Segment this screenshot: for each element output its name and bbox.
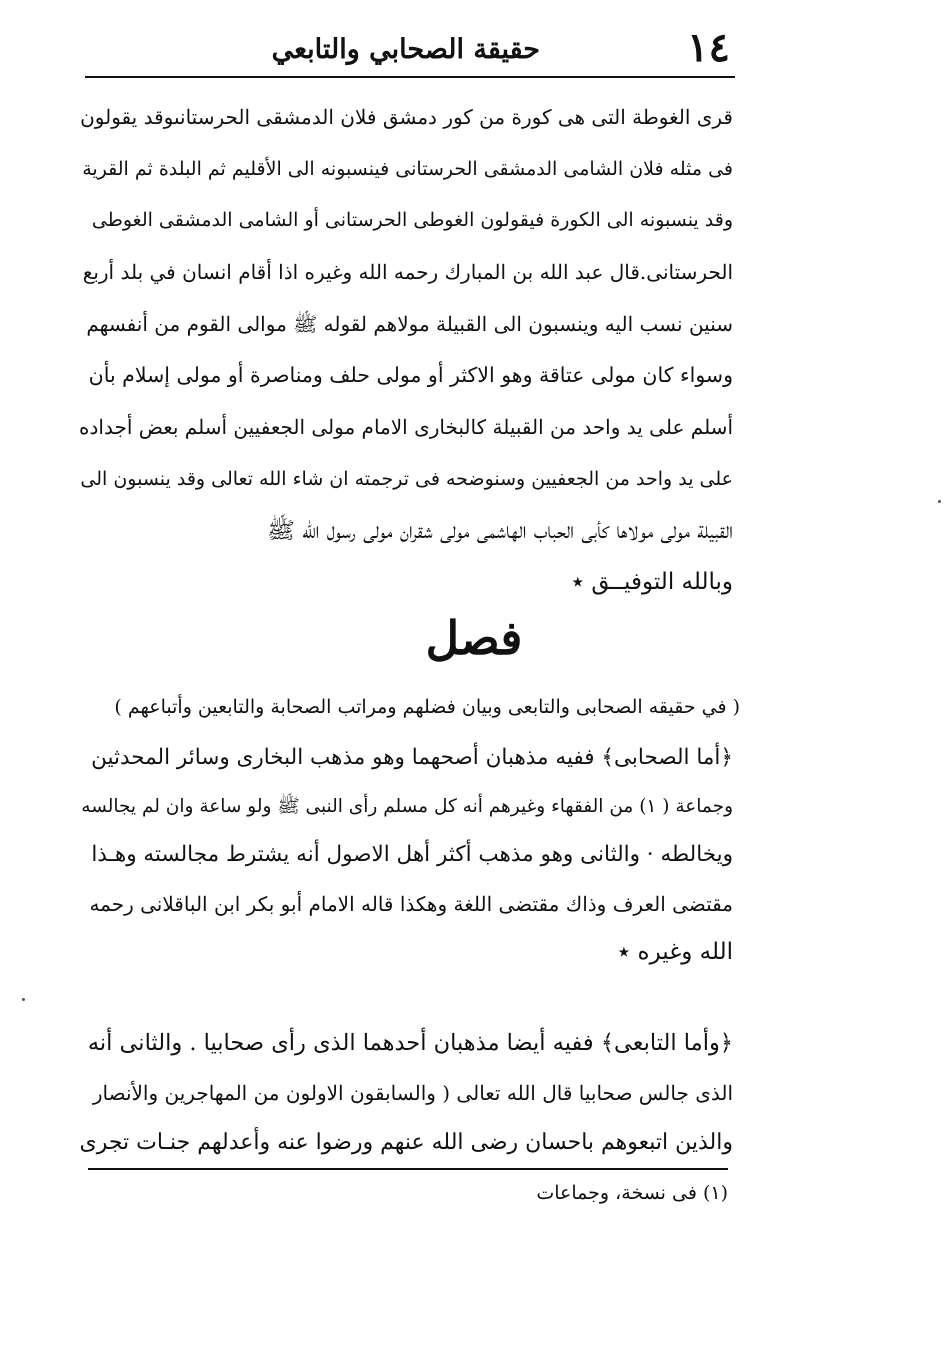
text-line: ﴿وأما التابعى﴾ ففيه أيضا مذهبان أحدهما الذى رأى صحابيا . والثانى أنه (87, 1030, 733, 1056)
header-rule (85, 76, 735, 78)
text-line: سنين نسب اليه وينسبون الى القبيلة مولاهم لقوله ﷺ موالى القوم من أنفسهم (86, 311, 733, 336)
footnote: (١) فى نسخة، وجماعات (536, 1182, 728, 1204)
text-line: وبالله التوفيــق ٭ (571, 569, 733, 596)
chapter-subtitle: ( في حقيقه الصحابى والتابعى وبيان فضلهم ومراتب الصحابة والتابعين وأتباعهم ) (114, 696, 740, 718)
text-line: أسلم على يد واحد من القبيلة كالبخارى الامام مولى الجعفيين أسلم بعض أجداده (79, 415, 733, 440)
scan-speck (22, 998, 25, 1001)
text-line: وقد ينسبونه الى الكورة فيقولون الغوطى الحرستانى أو الشامى الدمشقى الغوطى (91, 209, 733, 232)
footnote-rule (88, 1168, 728, 1170)
text-line: ﴿أما الصحابى﴾ ففيه مذهبان أصحهما وهو مذهب البخارى وسائر المحدثين (91, 745, 733, 770)
text-line: والذين اتبعوهم باحسان رضى الله عنهم ورضوا عنه وأعدلهم جنـات تجرى (79, 1130, 733, 1155)
paragraph-2 (78, 734, 733, 977)
text-line: وسواء كان مولى عتاقة وهو الاكثر أو مولى حلف ومناصرة أو مولى إسلام بأن (88, 363, 733, 388)
text-line: فى مثله فلان الشامى الدمشقى الحرستانى فينسبونه الى الأقليم ثم البلدة ثم القرية (82, 157, 733, 180)
page-header (85, 20, 730, 76)
text-line: ويخالطه · والثانى وهو مذهب أكثر أهل الاصول أنه يشترط مجالسته وهـذا (91, 842, 733, 867)
text-line: وجماعة ( ١) من الفقهاء وغيرهم أنه كل مسلم رأى النبى ﷺ ولو ساعة وان لم يجالسه (81, 795, 733, 817)
text-line: على يد واحد من الجعفيين وسنوضحه فى ترجمته ان شاء الله تعالى وقد ينسبون الى (80, 467, 733, 490)
text-line: الله وغيره ٭ (617, 939, 733, 965)
text-line: قرى الغوطة التى هى كورة من كور دمشق فلان الدمشقى الحرستانىوقد يقولون (80, 105, 733, 129)
text-line: الذى جالس صحابيا قال الله تعالى ( والسابقون الاولون من المهاجرين والأنصار (92, 1081, 733, 1105)
paragraph-3 (78, 1018, 733, 1168)
text-line: القبيلة مولى مولاها كأبى الحباب الهاشمى مولى شقران مولى رسول الله ﷺ (267, 517, 733, 544)
text-line: مقتضى العرف وذاك مقتضى اللغة وهكذا قاله الامام أبو بكر ابن الباقلانى رحمه (89, 891, 733, 916)
paragraph-1 (78, 92, 733, 609)
text-line: الحرستانى.قال عبد الله بن المبارك رحمه الله وغيره اذا أقام انسان في بلد أربع (82, 260, 733, 285)
running-title: حقيقة الصحابي والتابعي (271, 34, 540, 65)
scan-speck (938, 500, 941, 503)
chapter-heading: فصل (425, 611, 523, 665)
page-number: ١٤ (687, 24, 730, 71)
